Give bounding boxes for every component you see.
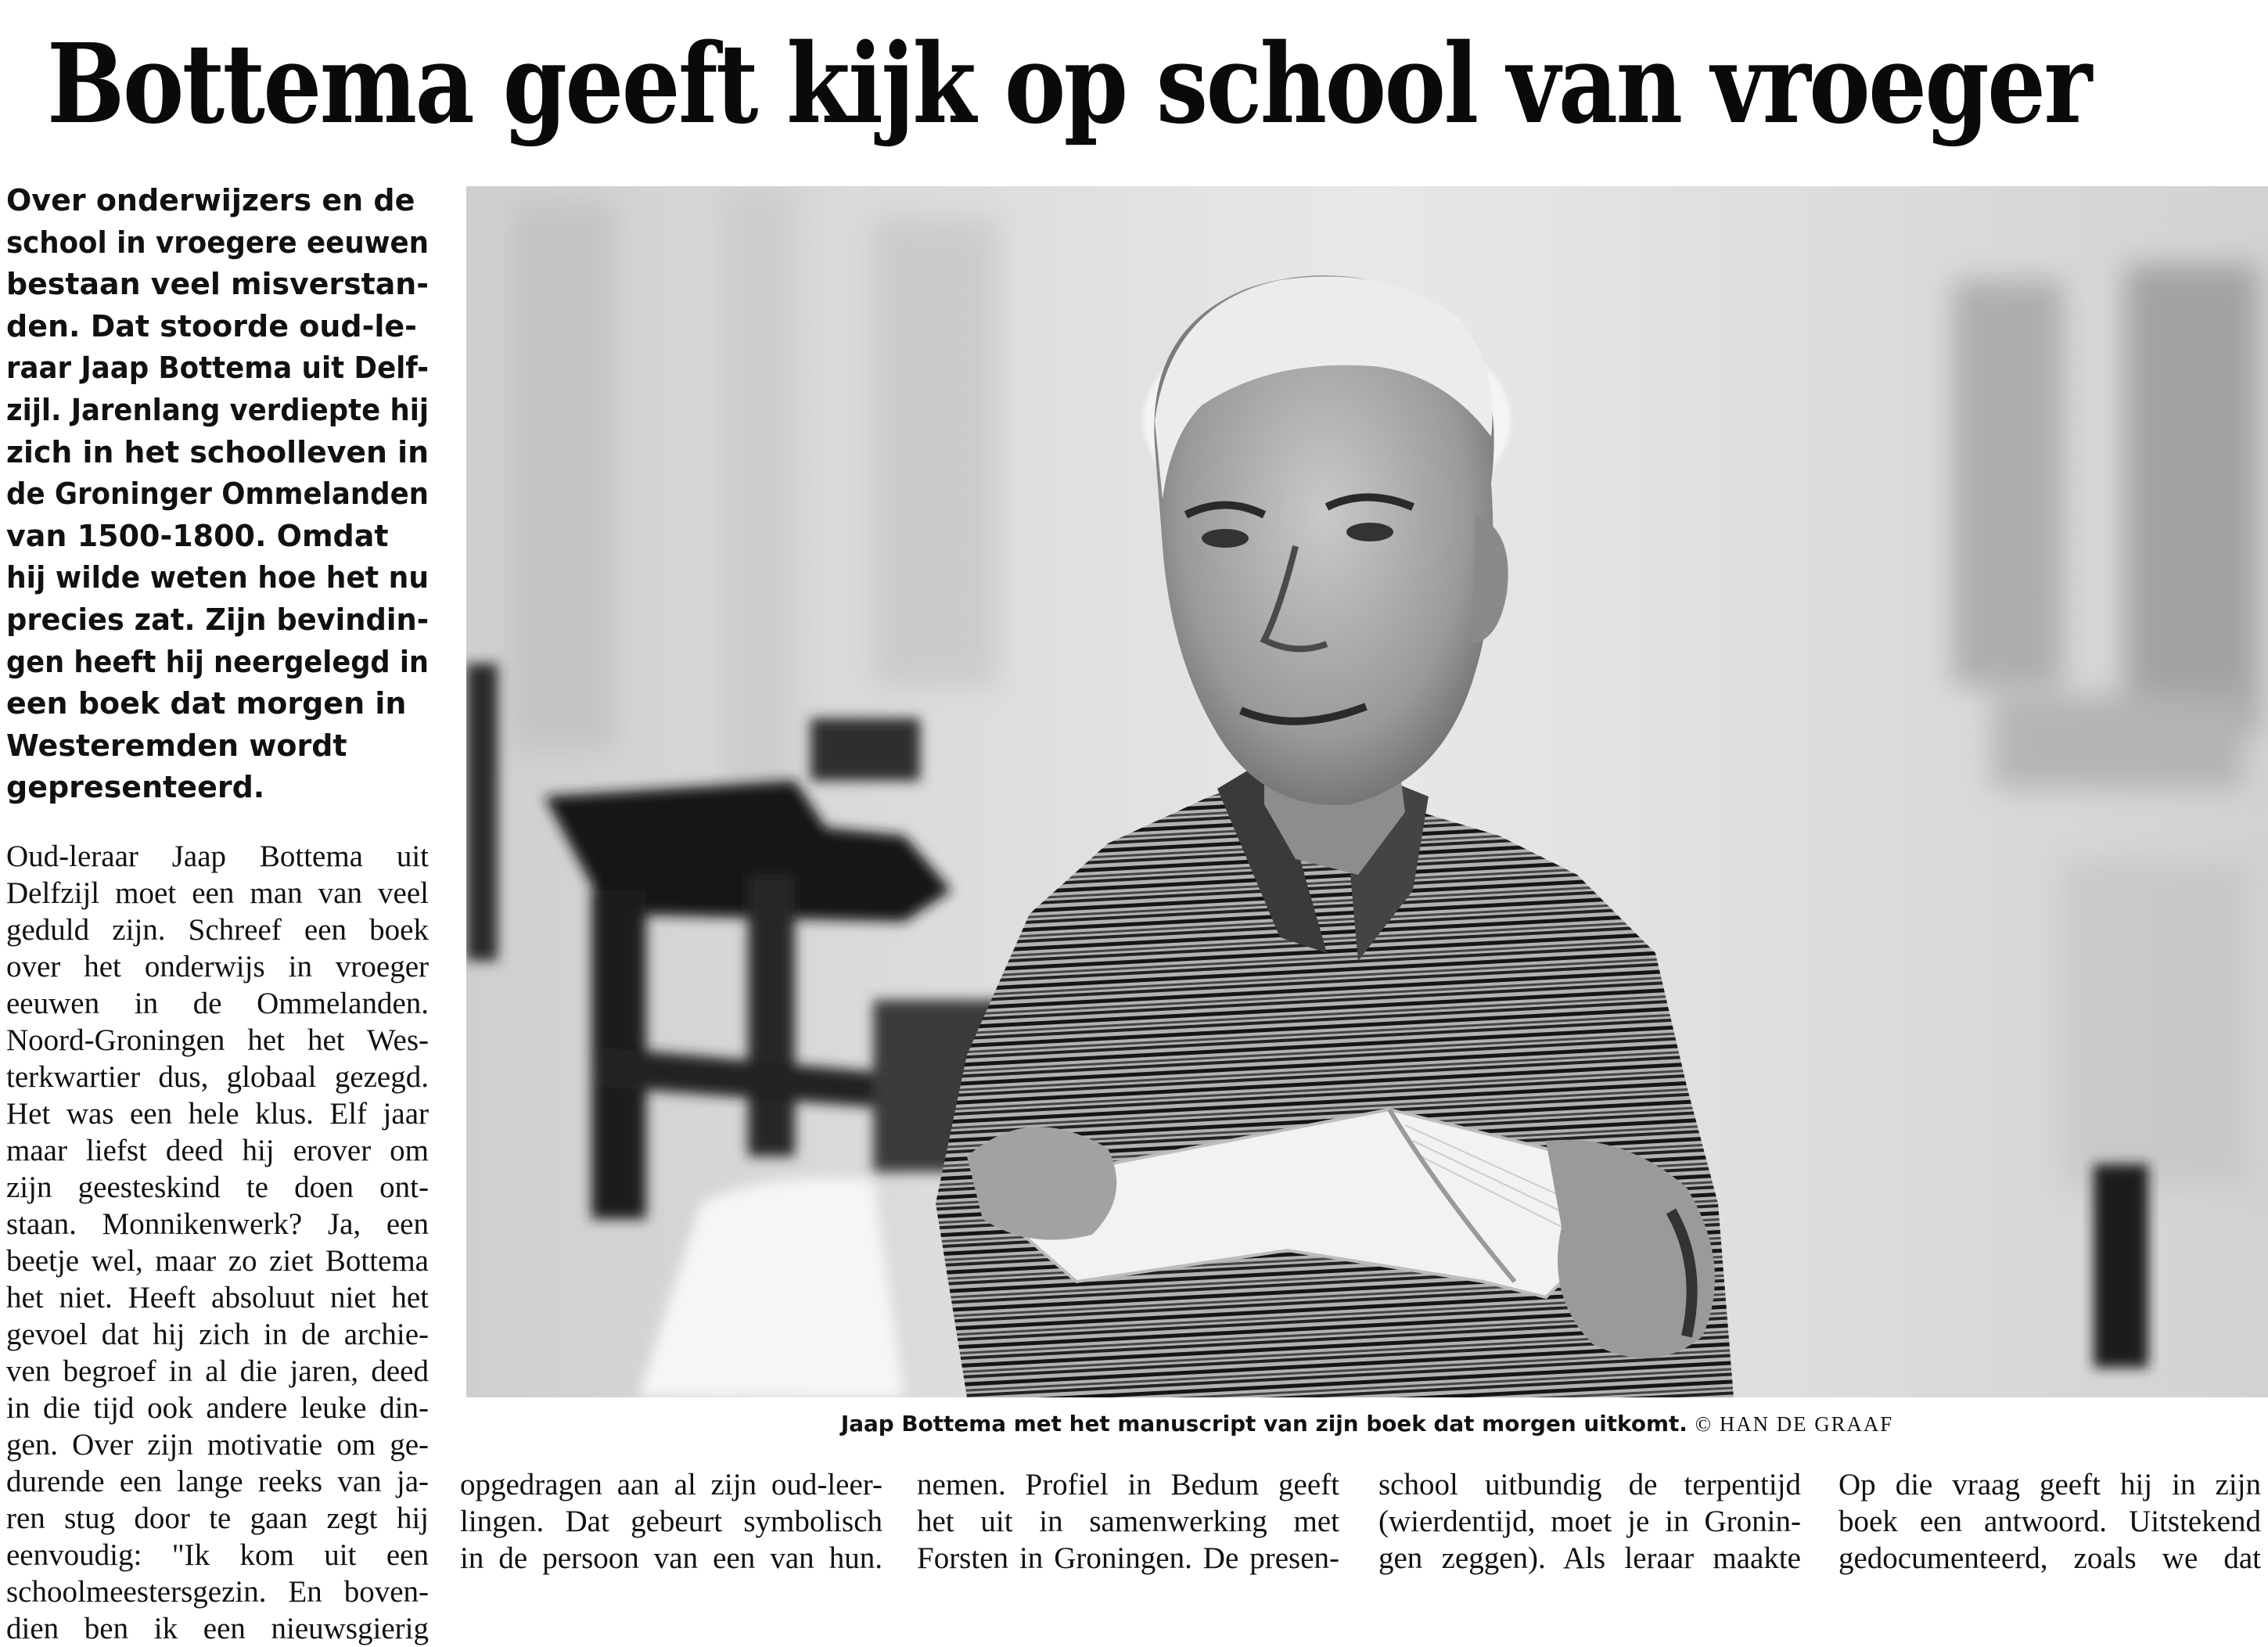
article-column-3 bbox=[917, 1466, 1339, 1577]
body-line: over het onderwijs in vroeger bbox=[6, 950, 429, 984]
body-line: ren stug door te gaan zegt hij bbox=[6, 1501, 429, 1535]
lead-line: de Groninger Ommelanden bbox=[6, 476, 429, 512]
body-line: boek een antwoord. Uitstekend bbox=[1838, 1505, 2261, 1538]
body-line: zijn geesteskind te doen ont- bbox=[6, 1171, 429, 1204]
portrait-photo bbox=[466, 186, 2268, 1397]
body-line: dien ben ik een nieuwsgierig bbox=[6, 1612, 429, 1645]
body-line: eeuwen in de Ommelanden. bbox=[6, 987, 429, 1020]
body-line: durende een lange reeks van ja- bbox=[6, 1465, 429, 1498]
body-line: Noord-Groningen het het Wes- bbox=[6, 1023, 429, 1057]
body-line: het niet. Heeft absoluut niet het bbox=[6, 1281, 429, 1314]
body-line: beetje wel, maar zo ziet Bottema bbox=[6, 1244, 429, 1278]
photo-credit: © HAN DE GRAAF bbox=[1695, 1412, 1894, 1436]
article-column-1 bbox=[6, 838, 429, 1647]
body-line: maar liefst deed hij erover om bbox=[6, 1134, 429, 1167]
lead-line: den. Dat stoorde oud-le- bbox=[6, 308, 417, 343]
lead-line: school in vroegere eeuwen bbox=[6, 225, 429, 260]
lead-line: gen heeft hij neergelegd in bbox=[6, 644, 429, 679]
lead-line: hij wilde weten hoe het nu bbox=[6, 560, 429, 595]
lead-line: een boek dat morgen in bbox=[6, 686, 407, 721]
lead-line: precies zat. Zijn bevindin- bbox=[6, 602, 429, 637]
body-line: gevoel dat hij zich in de archie- bbox=[6, 1318, 429, 1351]
lead-line: raar Jaap Bottema uit Delf- bbox=[6, 351, 429, 386]
lead-line: Over onderwijzers en de bbox=[6, 183, 415, 218]
body-line: nemen. Profiel in Bedum geeft bbox=[917, 1468, 1339, 1501]
body-line: in de persoon van een van hun. bbox=[460, 1541, 882, 1575]
body-line: school uitbundig de terpentijd bbox=[1378, 1468, 1801, 1501]
lead-line: van 1500-1800. Omdat bbox=[6, 518, 389, 553]
body-line: gen zeggen). Als leraar maakte bbox=[1378, 1541, 1801, 1575]
body-line: Op die vraag geeft hij in zijn bbox=[1838, 1468, 2261, 1501]
photo-caption bbox=[472, 1404, 2263, 1444]
body-line: lingen. Dat gebeurt symbolisch bbox=[460, 1505, 882, 1538]
lead-line: zijl. Jarenlang verdiepte hij bbox=[6, 392, 429, 427]
body-line: (wierdentijd, moet je in Gronin- bbox=[1378, 1505, 1801, 1538]
body-line: gen. Over zijn motivatie om ge- bbox=[6, 1428, 429, 1462]
article-column-5 bbox=[1838, 1466, 2261, 1577]
body-line: Het was een hele klus. Elf jaar bbox=[6, 1097, 429, 1131]
body-line: gedocumenteerd, zoals we dat bbox=[1838, 1541, 2261, 1575]
body-line: eenvoudig: "Ik kom uit een bbox=[6, 1538, 429, 1572]
lead-line: Westeremden wordt bbox=[6, 728, 347, 763]
lead-line: bestaan veel misverstan- bbox=[6, 267, 429, 302]
body-line: terkwartier dus, globaal gezegd. bbox=[6, 1060, 429, 1094]
body-line: staan. Monnikenwerk? Ja, een bbox=[6, 1207, 429, 1241]
article-column-4 bbox=[1378, 1466, 1801, 1577]
body-line: Forsten in Groningen. De presen- bbox=[917, 1541, 1339, 1575]
headline: Bottema geeft kijk op school van vroeger bbox=[47, 20, 2090, 149]
body-line: opgedragen aan al zijn oud-leer- bbox=[460, 1468, 882, 1501]
article-column-2 bbox=[460, 1466, 882, 1577]
lead-line: gepresenteerd. bbox=[6, 770, 265, 805]
body-line: Delfzijl moet een man van veel bbox=[6, 876, 429, 910]
body-line: het uit in samenwerking met bbox=[917, 1505, 1339, 1538]
article-photo bbox=[466, 186, 2268, 1397]
body-line: schoolmeestersgezin. En boven- bbox=[6, 1575, 429, 1609]
body-line: Oud-leraar Jaap Bottema uit bbox=[6, 840, 429, 873]
body-line: in die tijd ook andere leuke din- bbox=[6, 1391, 429, 1425]
body-line: ven begroef in al die jaren, deed bbox=[6, 1354, 429, 1388]
lead-line: zich in het schoolleven in bbox=[6, 434, 429, 469]
body-line: geduld zijn. Schreef een boek bbox=[6, 913, 429, 947]
lead-paragraph bbox=[6, 180, 429, 809]
caption-text: Jaap Bottema met het manuscript van zijn boek dat morgen uitkomt. bbox=[840, 1411, 1688, 1437]
